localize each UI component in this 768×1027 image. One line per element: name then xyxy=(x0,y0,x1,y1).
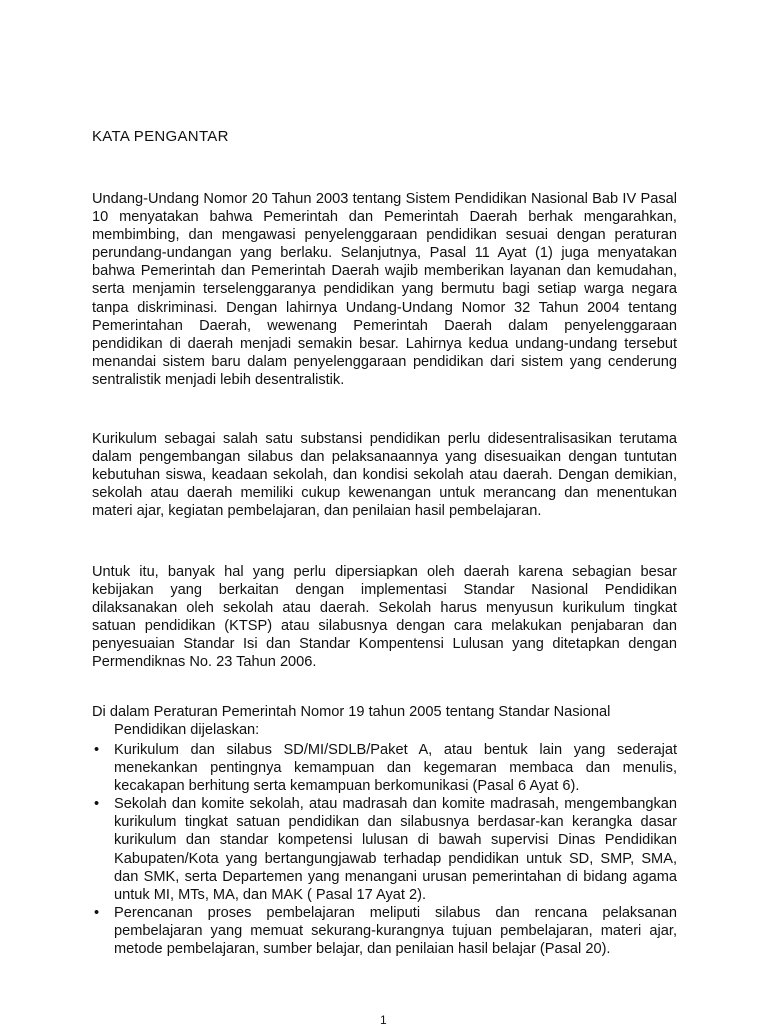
bullet-icon: • xyxy=(94,904,100,921)
paragraph-1: Undang-Undang Nomor 20 Tahun 2003 tentang Sistem Pendidikan Nasional Bab IV Pasal 10 menyatakan bahwa Pemerintah dan Pemerintah Daerah berhak mengarahkan, membimbing, dan mengawasi penyelenggaraan pendidikan sesuai dengan peraturan perundang-undangan yang berlaku. Selanjutnya, Pasal 11 Ayat (1) juga menyatakan bahwa Pemerintah dan Pemerintah Daerah wajib memberikan layanan dan kemudahan, serta menjamin terselenggaranya pendidikan yang bermutu bagi setiap warga negara tanpa diskriminasi. Dengan lahirnya Undang-Undang Nomor 32 Tahun 2004 tentang Pemerintahan Daerah, wewenang Pemerintah Daerah dalam penyelenggaraan pendidikan di daerah menjadi semakin besar. Lahirnya kedua undang-undang tersebut menandai sistem baru dalam penyelenggaraan pendidikan dari sistem yang cenderung sentralistik menjadi lebih desentralistik. xyxy=(92,191,677,388)
list-intro xyxy=(92,703,677,739)
list-item-text: Sekolah dan komite sekolah, atau madrasah dan komite madrasah, mengembangkan kurikulum tingkat satuan pendidikan dan silabusnya berdasar-kan kerangka dasar kurikulum dan standar kompetensi lulusan di bawah supervisi Dinas Pendidikan Kabupaten/Kota yang bertangungjawab terhadap pendidikan untuk SD, SMP, SMA, dan SMK, serta Departemen yang menangani urusan pemerintahan di bidang agama untuk MI, MTs, MA, dan MAK ( Pasal 17 Ayat 2). xyxy=(114,796,677,903)
page-title: KATA PENGANTAR xyxy=(92,128,229,145)
page-number: 1 xyxy=(380,1013,387,1027)
list-item xyxy=(92,904,677,958)
bullet-icon: • xyxy=(94,796,100,813)
list-intro-continuation: Pendidikan dijelaskan: xyxy=(114,722,260,739)
list-item xyxy=(92,741,677,795)
bullet-list xyxy=(92,741,677,958)
paragraph-3: Untuk itu, banyak hal yang perlu dipersiapkan oleh daerah karena sebagian besar kebijakan yang berkaitan dengan implementasi Standar Nasional Pendidikan dilaksanakan oleh sekolah atau daerah. Sekolah harus menyusun kurikulum tingkat satuan pendidikan (KTSP) atau silabusnya dengan cara melakukan penjabaran dan penyesuaian Standar Isi dan Standar Kompentensi Lulusan yang ditetapkan dengan Permendiknas No. 23 Tahun 2006. xyxy=(92,564,677,671)
bullet-icon: • xyxy=(94,742,100,758)
list-intro-first-line: Di dalam Peraturan Pemerintah Nomor 19 tahun 2005 tentang Standar Nasional xyxy=(92,704,611,720)
list-item-text: Perencanan proses pembelajaran meliputi silabus dan rencana pelaksanan pembelajaran yang memuat sekurang-kurangnya tujuan pembelajaran, materi ajar, metode pembelajaran, sumber belajar, dan penilaian hasil belajar (Pasal 20). xyxy=(114,904,677,958)
list-item xyxy=(92,795,677,904)
paragraph-2: Kurikulum sebagai salah satu substansi pendidikan perlu didesentralisasikan terutama dalam pengembangan silabus dan pelaksanaannya yang disesuaikan dengan tuntutan kebutuhan siswa, keadaan sekolah, dan kondisi sekolah atau daerah. Dengan demikian, sekolah atau daerah memiliki cukup kewenangan untuk merancang dan menentukan materi ajar, kegiatan pembelajaran, dan penilaian hasil pembelajaran. xyxy=(92,431,677,520)
list-item-text: Kurikulum dan silabus SD/MI/SDLB/Paket A, atau bentuk lain yang sederajat menekankan pentingnya kemampuan dan kegemaran membaca dan menulis, kecakapan berhitung serta kemampuan berkomunikasi (Pasal 6 Ayat 6). xyxy=(114,742,677,795)
